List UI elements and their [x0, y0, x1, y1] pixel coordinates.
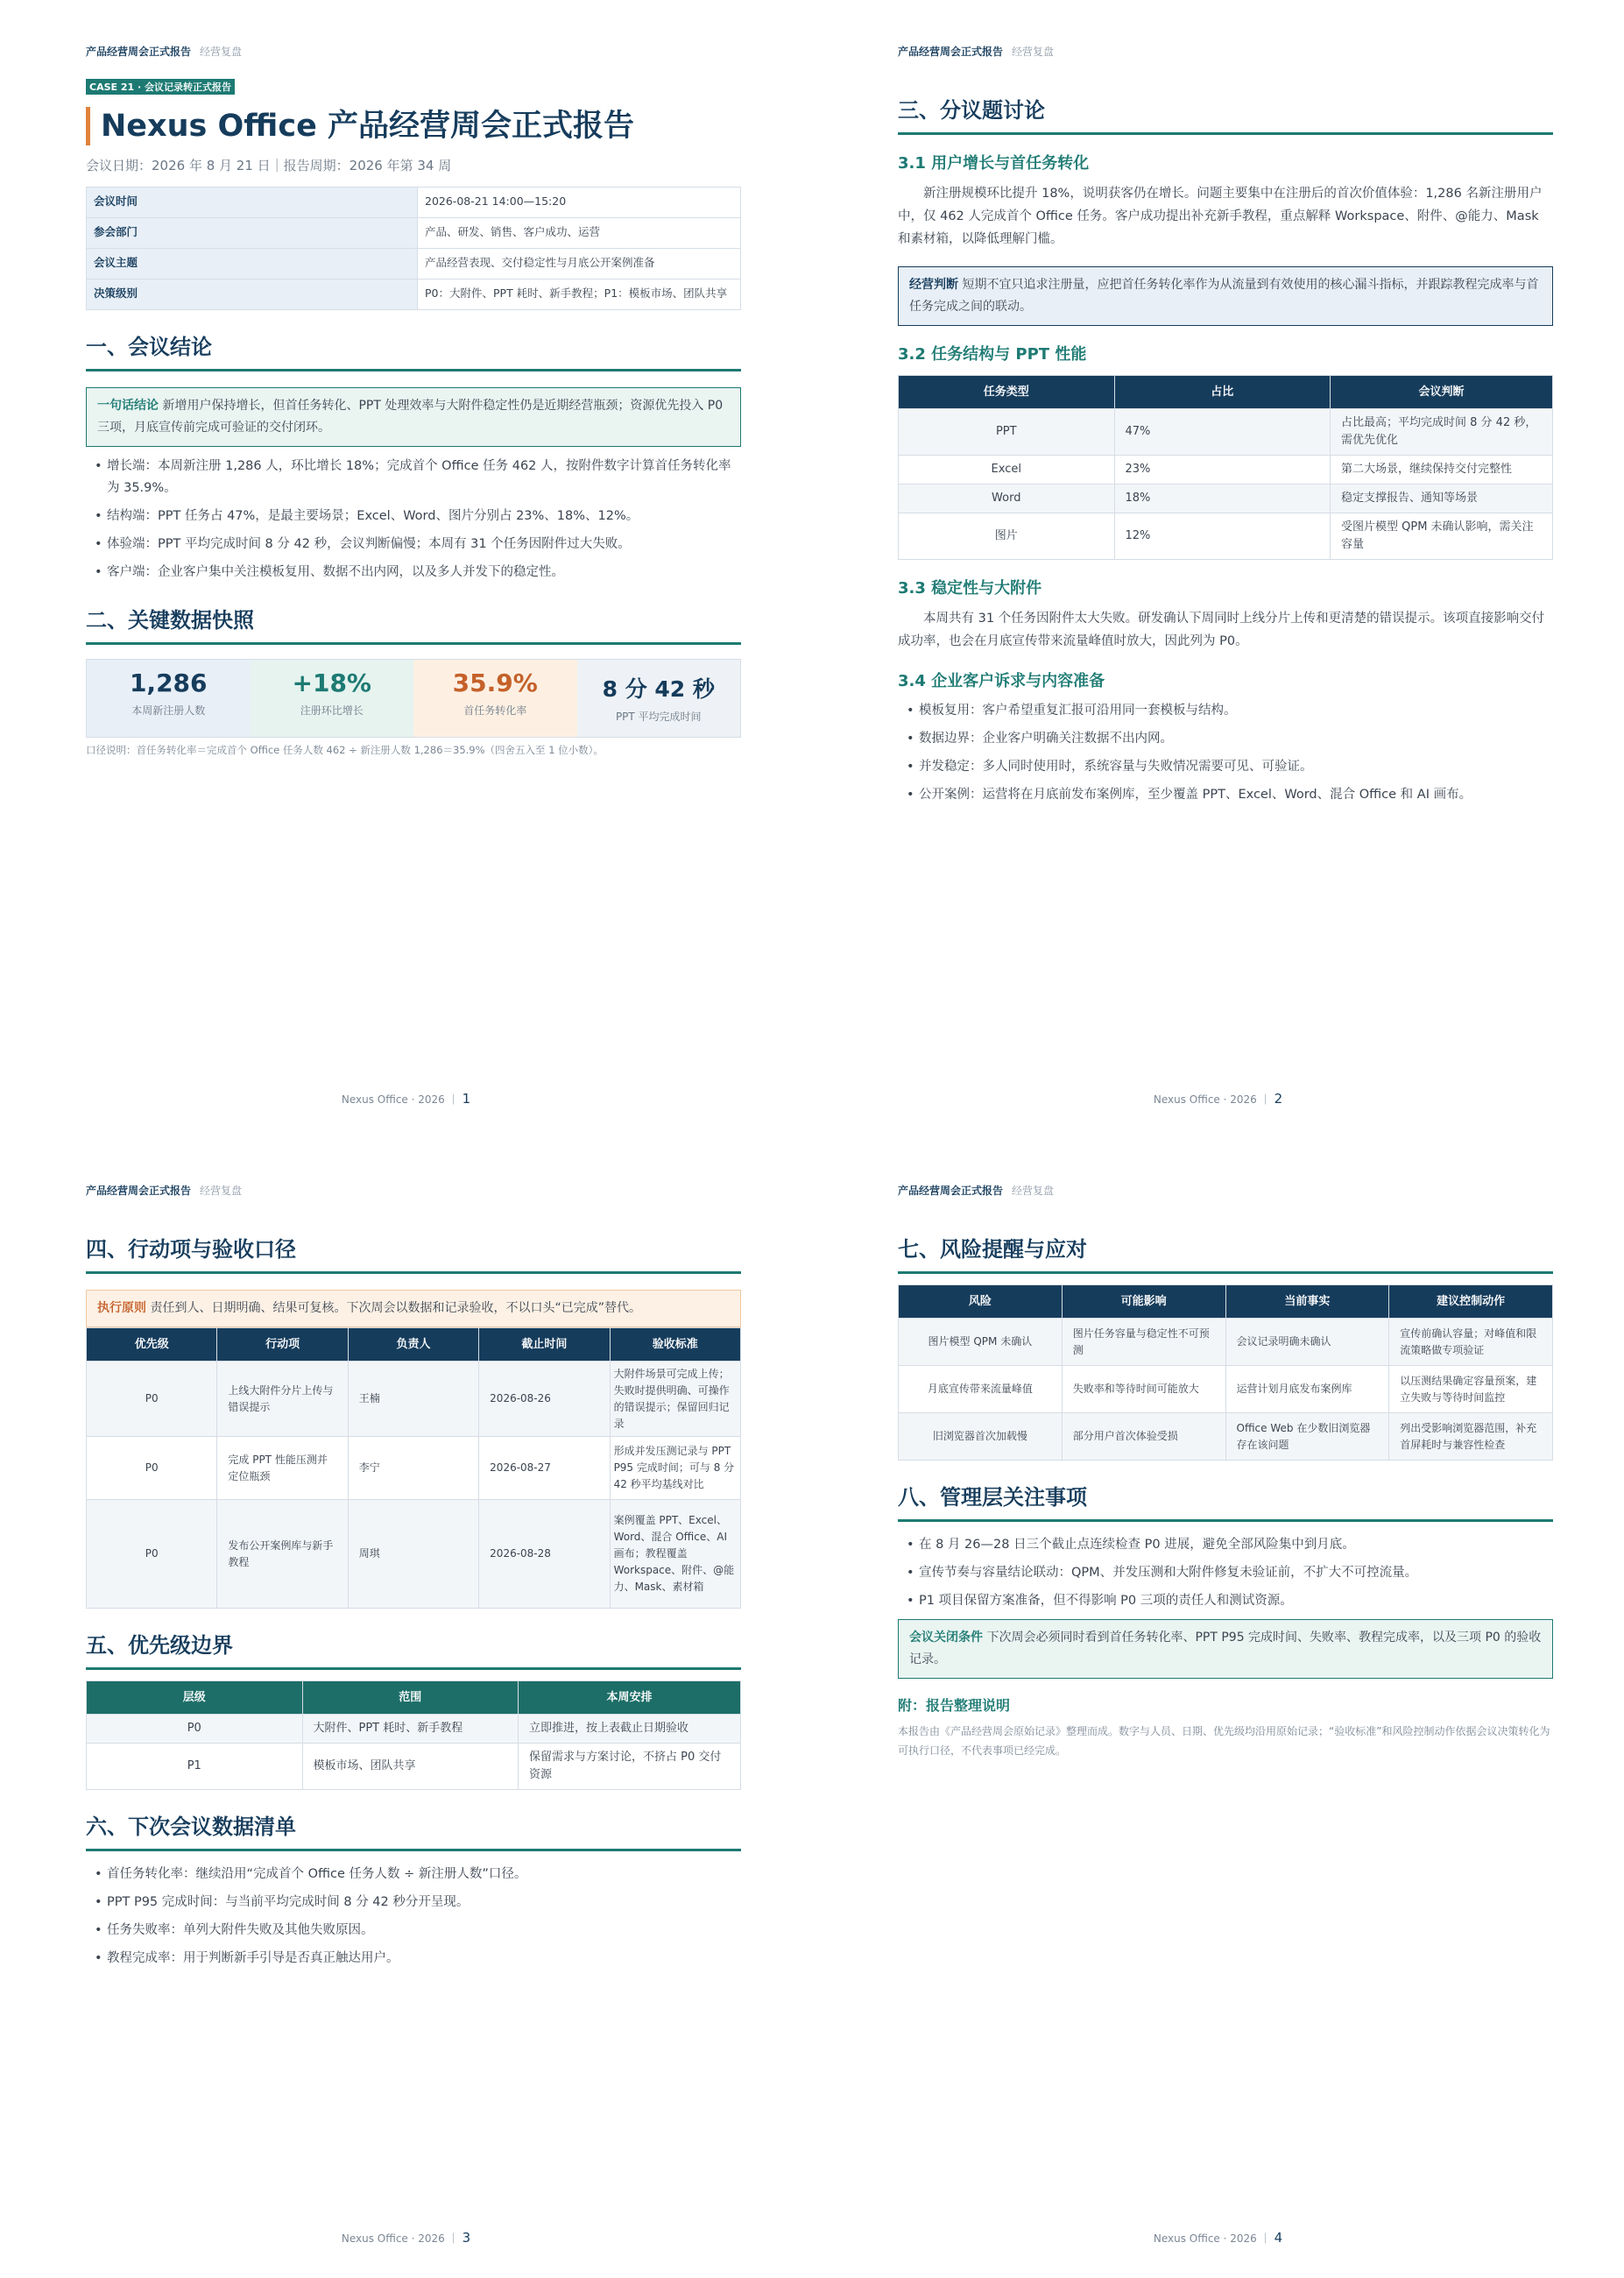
- conclusion-list: [86, 456, 741, 584]
- running-header: [86, 44, 242, 59]
- kpi-label: 本周新注册人数: [131, 704, 206, 717]
- page-3: [0, 1139, 812, 2278]
- table-cell: 23%: [1114, 456, 1331, 485]
- column-header: 占比: [1114, 376, 1331, 409]
- kpi-value: 8 分 42 秒: [602, 676, 715, 702]
- table-cell: 列出受影响浏览器范围，补充首屏耗时与兼容性检查: [1389, 1413, 1553, 1461]
- meta-value: P0：大附件、PPT 耗时、新手教程；P1：模板市场、团队共享: [418, 279, 741, 310]
- meta-row: [87, 279, 741, 310]
- table-cell: PPT: [899, 409, 1115, 456]
- meta-row: [87, 187, 741, 218]
- running-header: [898, 1183, 1054, 1198]
- section-heading-discussion: 三、分议题讨论: [898, 93, 1553, 135]
- table-cell: 形成并发压测记录与 PPT P95 完成时间；可与 8 分 42 秒平均基线对比: [610, 1437, 740, 1500]
- page-number: 1: [462, 1091, 471, 1107]
- meta-key: 会议主题: [87, 249, 418, 279]
- table-row: [899, 1319, 1553, 1366]
- judgement-label: 经营判断: [909, 278, 958, 292]
- section-heading-actions: 四、行动项与验收口径: [86, 1232, 741, 1274]
- table-cell: 完成 PPT 性能压测并定位瓶颈: [217, 1437, 348, 1500]
- table-cell: 发布公开案例库与新手教程: [217, 1500, 348, 1609]
- meta-value: 产品、研发、销售、客户成功、运营: [418, 218, 741, 249]
- table-cell: 2026-08-27: [479, 1437, 610, 1500]
- column-header: 验收标准: [610, 1328, 740, 1362]
- list-item: • 增长端：本周新注册 1,286 人，环比增长 18%；完成首个 Office 任务 462 人，按附件数字计算首任务转化率为 35.9%。: [86, 456, 741, 499]
- table-cell: 图片: [899, 513, 1115, 560]
- table-row: [899, 1413, 1553, 1461]
- table-cell: 2026-08-28: [479, 1500, 610, 1609]
- table-cell: 宣传前确认容量；对峰值和限流策略做专项验证: [1389, 1319, 1553, 1366]
- meta-row: [87, 218, 741, 249]
- table-cell: 旧浏览器首次加载慢: [899, 1413, 1063, 1461]
- table-row: [87, 1744, 741, 1790]
- subheading-task-structure: 3.2 任务结构与 PPT 性能: [898, 345, 1087, 364]
- list-item: • 结构端：PPT 任务占 47%，是最主要场景；Excel、Word、图片分别占 23%、18%、12%。: [86, 506, 741, 527]
- table-row: [87, 1715, 741, 1744]
- column-header: 负责人: [348, 1328, 478, 1362]
- table-header-row: [87, 1328, 741, 1362]
- table-cell: 保留需求与方案讨论，不挤占 P0 交付资源: [519, 1744, 741, 1790]
- next-data-list: [86, 1864, 741, 1970]
- list-item: • 并发稳定：多人同时使用时，系统容量与失败情况需要可见、可验证。: [898, 756, 1553, 778]
- paragraph: 本周共有 31 个任务因附件太大失败。研发确认下周同时上线分片上传和更清楚的错误提示。该项直接影响交付成功率，也会在月底宣传带来流量峰值时放大，因此列为 P0。: [898, 612, 1545, 648]
- table-cell: 模板市场、团队共享: [302, 1744, 519, 1790]
- column-header: 截止时间: [479, 1328, 610, 1362]
- kpi-card: [87, 660, 251, 737]
- closing-text: 下次周会必须同时看到首任务转化率、PPT P95 完成时间、失败率、教程完成率，以及三项 P0 的验收记录。: [909, 1631, 1542, 1666]
- header-section: 经营复盘: [1012, 1185, 1055, 1197]
- column-header: 可能影响: [1062, 1285, 1225, 1319]
- section-heading-priority: 五、优先级边界: [86, 1628, 741, 1670]
- table-cell: 部分用户首次体验受损: [1062, 1413, 1225, 1461]
- case-tag: CASE 21 · 会议记录转正式报告: [86, 79, 235, 95]
- subheading-stability: 3.3 稳定性与大附件: [898, 579, 1042, 598]
- table-cell: 王楠: [348, 1362, 478, 1437]
- task-structure-table: [898, 375, 1553, 560]
- summary-text: 新增用户保持增长，但首任务转化、PPT 处理效率与大附件稳定性仍是近期经营瓶颈；资源优先投入 P0 三项，月底宣传前完成可验证的交付闭环。: [97, 399, 724, 435]
- table-cell: 受图片模型 QPM 未确认影响，需关注容量: [1331, 513, 1553, 560]
- footer-brand: Nexus Office · 2026 ｜: [1153, 1093, 1271, 1106]
- enterprise-list: [898, 700, 1553, 806]
- header-title: 产品经营周会正式报告: [86, 46, 192, 58]
- table-cell: 以压测结果确定容量预案，建立失败与等待时间监控: [1389, 1366, 1553, 1413]
- header-section: 经营复盘: [1012, 46, 1055, 58]
- table-cell: 第二大场景，继续保持交付完整性: [1331, 456, 1553, 485]
- column-header: 本周安排: [519, 1681, 741, 1715]
- meta-key: 参会部门: [87, 218, 418, 249]
- kpi-card: [413, 660, 577, 737]
- kpi-note: 口径说明：首任务转化率＝完成首个 Office 任务人数 462 ÷ 新注册人数 1,286＝35.9%（四舍五入至 1 位小数）。: [86, 744, 604, 756]
- table-row: [87, 1500, 741, 1609]
- footer-brand: Nexus Office · 2026 ｜: [1153, 2232, 1271, 2245]
- summary-label: 一句话结论: [97, 399, 159, 413]
- table-row: [899, 513, 1553, 560]
- kpi-card: [251, 660, 414, 737]
- section-heading-management: 八、管理层关注事项: [898, 1480, 1553, 1522]
- list-item: • 客户端：企业客户集中关注模板复用、数据不出内网，以及多人并发下的稳定性。: [86, 562, 741, 584]
- table-cell: 李宁: [348, 1437, 478, 1500]
- kpi-label: 首任务转化率: [463, 704, 527, 717]
- table-cell: 18%: [1114, 485, 1331, 513]
- table-row: [899, 409, 1553, 456]
- table-cell: Word: [899, 485, 1115, 513]
- list-item: • 宣传节奏与容量结论联动：QPM、并发压测和大附件修复未验证前，不扩大不可控流量。: [898, 1562, 1553, 1584]
- kpi-value: 1,286: [129, 669, 208, 697]
- table-cell: 大附件、PPT 耗时、新手教程: [302, 1715, 519, 1744]
- running-header: [86, 1183, 242, 1198]
- table-cell: P0: [87, 1715, 303, 1744]
- report-title: Nexus Office 产品经营周会正式报告: [86, 107, 741, 145]
- table-cell: 上线大附件分片上传与错误提示: [217, 1362, 348, 1437]
- table-cell: 2026-08-26: [479, 1362, 610, 1437]
- table-cell: 立即推进，按上表截止日期验收: [519, 1715, 741, 1744]
- principle-box: [86, 1290, 741, 1327]
- kpi-card: [577, 660, 741, 737]
- section-heading-risks: 七、风险提醒与应对: [898, 1232, 1553, 1274]
- footer-brand: Nexus Office · 2026 ｜: [341, 2232, 459, 2245]
- column-header: 范围: [302, 1681, 519, 1715]
- table-row: [899, 1366, 1553, 1413]
- principle-text: 责任到人、日期明确、结果可复核。下次周会以数据和记录验收，不以口头“已完成”替代。: [150, 1301, 641, 1315]
- header-title: 产品经营周会正式报告: [898, 46, 1004, 58]
- page-footer: [0, 2230, 812, 2246]
- list-item: • 数据边界：企业客户明确关注数据不出内网。: [898, 728, 1553, 750]
- section-heading-conclusion: 一、会议结论: [86, 329, 741, 371]
- table-cell: 月底宣传带来流量峰值: [899, 1366, 1063, 1413]
- table-cell: Excel: [899, 456, 1115, 485]
- column-header: 任务类型: [899, 376, 1115, 409]
- table-cell: Office Web 在少数旧浏览器存在该问题: [1225, 1413, 1389, 1461]
- meeting-meta-table: [86, 187, 741, 310]
- header-section: 经营复盘: [200, 46, 243, 58]
- appendix-text: 本报告由《产品经营周会原始记录》整理而成。数字与人员、日期、优先级均沿用原始记录；“验收标准”和风险控制动作依据会议决策转化为可执行口径，不代表事项已经完成。: [898, 1725, 1550, 1757]
- table-cell: P0: [87, 1437, 217, 1500]
- footer-brand: Nexus Office · 2026 ｜: [341, 1093, 459, 1106]
- page-1: [0, 0, 812, 1139]
- table-cell: 12%: [1114, 513, 1331, 560]
- table-cell: 周琪: [348, 1500, 478, 1609]
- table-row: [899, 456, 1553, 485]
- column-header: 当前事实: [1225, 1285, 1389, 1319]
- kpi-value: +18%: [292, 669, 371, 697]
- judgement-text: 短期不宜只追求注册量，应把首任务转化率作为从流量到有效使用的核心漏斗指标，并跟踪教程完成率与首任务完成之间的联动。: [909, 278, 1539, 314]
- list-item: • 任务失败率：单列大附件失败及其他失败原因。: [86, 1920, 741, 1942]
- judgement-box: [898, 266, 1553, 326]
- table-cell: P0: [87, 1500, 217, 1609]
- table-row: [899, 485, 1553, 513]
- page-number: 4: [1274, 2230, 1283, 2246]
- table-cell: P1: [87, 1744, 303, 1790]
- page-footer: [812, 1091, 1624, 1107]
- table-cell: 稳定支撑报告、通知等场景: [1331, 485, 1553, 513]
- page-footer: [0, 1091, 812, 1107]
- meta-key: 会议时间: [87, 187, 418, 218]
- header-title: 产品经营周会正式报告: [86, 1185, 192, 1197]
- table-cell: 会议记录明确未确认: [1225, 1319, 1389, 1366]
- subheading-enterprise: 3.4 企业客户诉求与内容准备: [898, 672, 1105, 690]
- action-items-table: [86, 1327, 741, 1609]
- table-header-row: [87, 1681, 741, 1715]
- kpi-value: 35.9%: [452, 669, 538, 697]
- kpi-label: 注册环比增长: [300, 704, 364, 717]
- priority-table: [86, 1680, 741, 1790]
- kpi-label: PPT 平均完成时间: [615, 711, 702, 723]
- column-header: 行动项: [217, 1328, 348, 1362]
- column-header: 层级: [87, 1681, 303, 1715]
- table-cell: 失败率和等待时间可能放大: [1062, 1366, 1225, 1413]
- list-item: • 教程完成率：用于判断新手引导是否真正触达用户。: [86, 1948, 741, 1970]
- page-number: 2: [1274, 1091, 1283, 1107]
- table-cell: P0: [87, 1362, 217, 1437]
- table-header-row: [899, 376, 1553, 409]
- column-header: 风险: [899, 1285, 1063, 1319]
- column-header: 优先级: [87, 1328, 217, 1362]
- table-cell: 47%: [1114, 409, 1331, 456]
- principle-label: 执行原则: [97, 1301, 146, 1315]
- meta-value: 产品经营表现、交付稳定性与月底公开案例准备: [418, 249, 741, 279]
- closing-label: 会议关闭条件: [909, 1631, 983, 1645]
- page-2: [812, 0, 1624, 1139]
- appendix-heading: 附：报告整理说明: [898, 1697, 1011, 1714]
- list-item: • 首任务转化率：继续沿用“完成首个 Office 任务人数 ÷ 新注册人数”口径。: [86, 1864, 741, 1885]
- list-item: • PPT P95 完成时间：与当前平均完成时间 8 分 42 秒分开呈现。: [86, 1892, 741, 1914]
- closing-condition-box: [898, 1619, 1553, 1679]
- section-heading-kpi: 二、关键数据快照: [86, 603, 741, 645]
- header-section: 经营复盘: [200, 1185, 243, 1197]
- page-number: 3: [462, 2230, 471, 2246]
- subheading-growth: 3.1 用户增长与首任务转化: [898, 154, 1090, 173]
- table-row: [87, 1437, 741, 1500]
- list-item: • 模板复用：客户希望重复汇报可沿用同一套模板与结构。: [898, 700, 1553, 722]
- column-header: 建议控制动作: [1389, 1285, 1553, 1319]
- list-item: • 体验端：PPT 平均完成时间 8 分 42 秒，会议判断偏慢；本周有 31 个任务因附件过大失败。: [86, 534, 741, 555]
- kpi-strip: [86, 659, 741, 738]
- table-cell: 占比最高；平均完成时间 8 分 42 秒，需优先优化: [1331, 409, 1553, 456]
- table-row: [87, 1362, 741, 1437]
- running-header: [898, 44, 1054, 59]
- page-footer: [812, 2230, 1624, 2246]
- table-cell: 运营计划月底发布案例库: [1225, 1366, 1389, 1413]
- table-cell: 案例覆盖 PPT、Excel、Word、混合 Office、AI 画布；教程覆盖 Workspace、附件、@能力、Mask、素材箱: [610, 1500, 740, 1609]
- summary-box: [86, 387, 741, 447]
- list-item: • 公开案例：运营将在月底前发布案例库，至少覆盖 PPT、Excel、Word、混合 Office 和 AI 画布。: [898, 784, 1553, 806]
- section-heading-next-data: 六、下次会议数据清单: [86, 1809, 741, 1851]
- paragraph: 新注册规模环比提升 18%，说明获客仍在增长。问题主要集中在注册后的首次价值体验：1,286 名新注册用户中，仅 462 人完成首个 Office 任务。客户成功提出补充新手教程，重点解释 Workspace、附件、@能力、Mask 和素材箱，以降低理解门槛。: [898, 187, 1543, 246]
- column-header: 会议判断: [1331, 376, 1553, 409]
- report-subtitle: 会议日期：2026 年 8 月 21 日｜报告周期：2026 年第 34 周: [86, 158, 452, 173]
- management-list: [898, 1534, 1553, 1612]
- meta-key: 决策级别: [87, 279, 418, 310]
- table-cell: 图片任务容量与稳定性不可预测: [1062, 1319, 1225, 1366]
- table-header-row: [899, 1285, 1553, 1319]
- risk-table: [898, 1284, 1553, 1461]
- header-title: 产品经营周会正式报告: [898, 1185, 1004, 1197]
- table-cell: 大附件场景可完成上传；失败时提供明确、可操作的错误提示；保留回归记录: [610, 1362, 740, 1437]
- meta-value: 2026-08-21 14:00—15:20: [418, 187, 741, 218]
- meta-row: [87, 249, 741, 279]
- table-cell: 图片模型 QPM 未确认: [899, 1319, 1063, 1366]
- page-4: [812, 1139, 1624, 2278]
- list-item: • 在 8 月 26—28 日三个截止点连续检查 P0 进展，避免全部风险集中到月底。: [898, 1534, 1553, 1556]
- list-item: • P1 项目保留方案准备，但不得影响 P0 三项的责任人和测试资源。: [898, 1590, 1553, 1612]
